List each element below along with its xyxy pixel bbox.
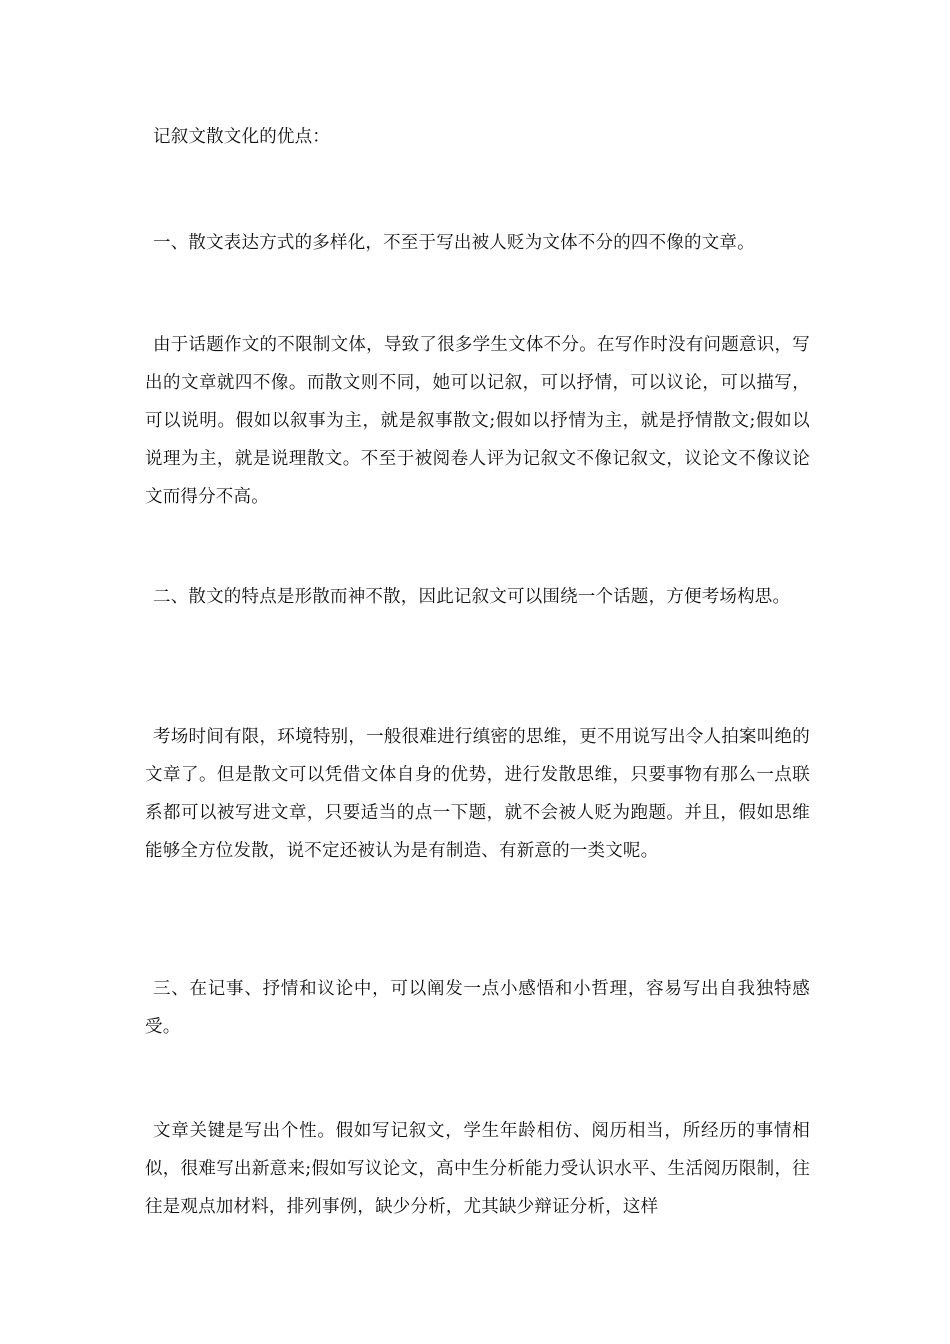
point-three-body: 文章关键是写出个性。假如写记叙文，学生年龄相仿、阅历相当，所经历的事情相似，很难写出新意来;假如写议论文，高中生分析能力受认识水平、生活阅历限制，往往是观点加材料，排列事例，缺少分析，尤其缺少辩证分析，这样 (145, 1121, 810, 1217)
point-three-heading: 三、在记事、抒情和议论中，可以阐发一点小感悟和小哲理，容易写出自我独特感受。 (145, 979, 810, 1037)
point-two-body: 考场时间有限，环境特别，一般很难进行缜密的思维，更不用说写出令人拍案叫绝的文章了。但是散文可以凭借文体自身的优势，进行发散思维，只要事物有那么一点联系都可以被写进文章，只要适当的点一下题，就不会被人贬为跑题。并且，假如思维能够全方位发散，说不定还被认为是有制造、有新意的一类文呢。 (145, 727, 810, 861)
point-one-heading: 一、散文表达方式的多样化，不至于写出被人贬为文体不分的四不像的文章。 (153, 233, 755, 253)
intro-heading: 记叙文散文化的优点： (153, 127, 330, 147)
point-one-body: 由于话题作文的不限制文体，导致了很多学生文体不分。在写作时没有问题意识，写出的文章就四不像。而散文则不同，她可以记叙，可以抒情，可以议论，可以描写，可以说明。假如以叙事为主，就是叙事散文;假如以抒情为主，就是抒情散文;假如以说理为主，就是说理散文。不至于被阅卷人评为记叙文不像记叙文，议论文不像议论文而得分不高。 (145, 335, 810, 507)
point-two-heading: 二、散文的特点是形散而神不散，因此记叙文可以围绕一个话题，方便考场构思。 (153, 587, 791, 607)
